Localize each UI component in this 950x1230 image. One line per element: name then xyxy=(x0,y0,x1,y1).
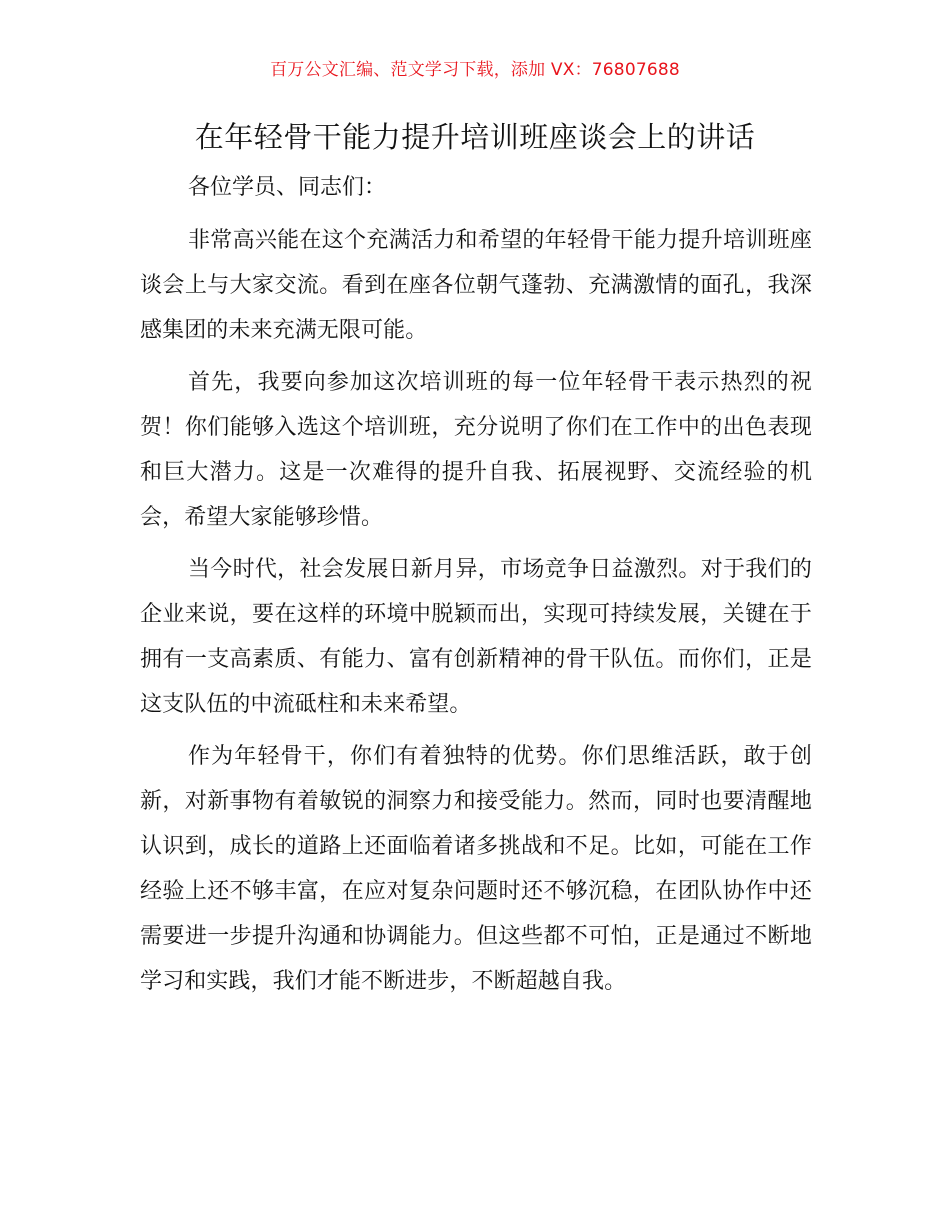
document-title: 在年轻骨干能力提升培训班座谈会上的讲话 xyxy=(194,120,756,154)
salutation: 各位学员、同志们： xyxy=(188,175,387,200)
paragraph-4: 作为年轻骨干，你们有着独特的优势。你们思维活跃，敢于创新，对新事物有着敏锐的洞察力和接受能力。然而，同时也要清醒地认识到，成长的道路上还面临着诸多挑战和不足。比如，可能在工作经验上还不够丰富，在应对复杂问题时还不够沉稳，在团队协作中还需要进一步提升沟通和协调能力。但这些都不可怕，正是通过不断地学习和实践，我们才能不断进步，不断超越自我。 xyxy=(140,744,812,994)
paragraph-3: 当今时代，社会发展日新月异，市场竞争日益激烈。对于我们的企业来说，要在这样的环境中脱颖而出，实现可持续发展，关键在于拥有一支高素质、有能力、富有创新精神的骨干队伍。而你们，正是这支队伍的中流砥柱和未来希望。 xyxy=(140,557,812,717)
paragraph-2: 首先，我要向参加这次培训班的每一位年轻骨干表示热烈的祝贺！你们能够入选这个培训班，充分说明了你们在工作中的出色表现和巨大潜力。这是一次难得的提升自我、拓展视野、交流经验的机会，希望大家能够珍惜。 xyxy=(140,370,812,530)
document-body xyxy=(140,168,812,1011)
paragraph-1: 非常高兴能在这个充满活力和希望的年轻骨干能力提升培训班座谈会上与大家交流。看到在座各位朝气蓬勃、充满激情的面孔，我深感集团的未来充满无限可能。 xyxy=(140,228,812,343)
header-banner: 百万公文汇编、范文学习下载，添加 VX：76807688 xyxy=(270,60,680,80)
